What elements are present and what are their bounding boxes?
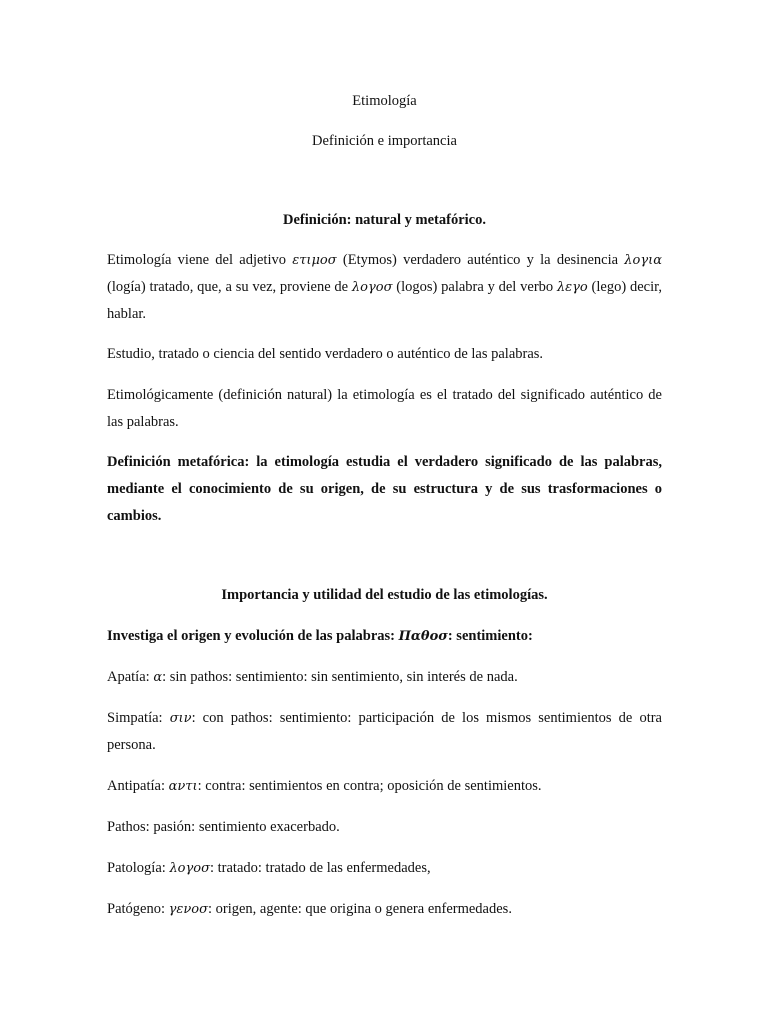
list-item-pathos <box>107 817 662 837</box>
item-text: Patología: <box>107 860 170 876</box>
paragraph-definicion-natural: Etimológicamente (definición natural) la etimología es el tratado del significado auténtico de las palabras. <box>107 387 662 430</box>
section-heading-definicion: Definición: natural y metafórico. <box>283 212 486 228</box>
greek-word: λογοσ <box>169 861 210 876</box>
paragraph-text: Etimología viene del adjetivo <box>107 252 293 268</box>
item-text: Apatía: <box>107 669 154 685</box>
subheading-text: : sentimiento: <box>447 628 533 644</box>
document-title: Etimología <box>352 93 417 109</box>
section-heading-importancia: Importancia y utilidad del estudio de las etimologías. <box>221 587 548 603</box>
greek-word: Παθοσ <box>398 629 448 644</box>
greek-word: α <box>153 670 163 685</box>
subheading-text: Investiga el origen y evolución de las palabras: <box>107 628 399 644</box>
paragraph-estudio: Estudio, tratado o ciencia del sentido verdadero o auténtico de las palabras. <box>107 346 544 362</box>
list-item-antipatia <box>107 776 662 797</box>
greek-word: γενοσ <box>168 902 208 917</box>
greek-word: σιν <box>169 711 192 726</box>
paragraph-text: (logía) tratado, que, a su vez, proviene de <box>107 279 352 295</box>
list-item-patogeno <box>107 899 662 920</box>
greek-word: λογοσ <box>351 280 393 295</box>
list-item-simpatia <box>107 705 662 759</box>
list-item-patologia <box>107 858 662 879</box>
greek-word: ετιμοσ <box>292 253 337 268</box>
list-item-apatia <box>107 667 662 688</box>
paragraph-text: (Etymos) verdadero auténtico y la desinencia <box>336 252 625 268</box>
item-text: : sin pathos: sentimiento: sin sentimiento, sin interés de nada. <box>162 669 518 685</box>
item-text: Simpatía: <box>107 710 170 726</box>
paragraph-etimologia <box>107 247 662 328</box>
paragraph-definicion-metaforica: Definición metafórica: la etimología estudia el verdadero significado de las palabras, mediante el conocimiento de su origen, de su estructura y de sus trasformaciones o cambios. <box>107 454 662 524</box>
greek-word: αντι <box>168 779 198 794</box>
item-text: : con pathos: sentimiento: participación de los mismos sentimientos de otra persona. <box>107 710 662 753</box>
item-text: : origen, agente: que origina o genera enfermedades. <box>207 901 512 917</box>
document-subtitle: Definición e importancia <box>312 133 457 149</box>
item-text: Patógeno: <box>107 901 169 917</box>
section-subheading-origen <box>107 626 662 647</box>
greek-word: λογια <box>624 253 662 268</box>
item-text: Antipatía: <box>107 778 169 794</box>
item-text: : contra: sentimientos en contra; oposición de sentimientos. <box>197 778 542 794</box>
item-text: Pathos: pasión: sentimiento exacerbado. <box>107 819 340 835</box>
greek-word: λεγο <box>556 280 588 295</box>
paragraph-text: (logos) palabra y del verbo <box>392 279 557 295</box>
item-text: : tratado: tratado de las enfermedades, <box>209 860 431 876</box>
paragraph-text: (lego) decir, hablar. <box>107 279 662 322</box>
